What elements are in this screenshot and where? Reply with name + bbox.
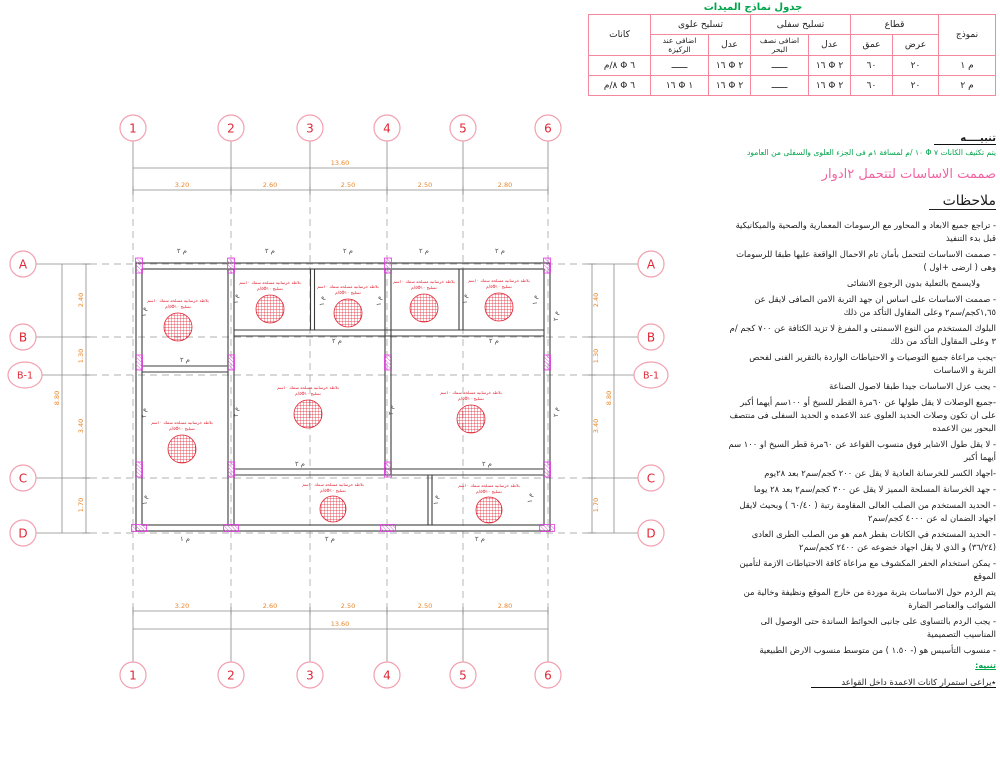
beam-mark: م ١ bbox=[375, 295, 383, 307]
cell-depth: ٦٠ bbox=[851, 76, 893, 96]
beam-schedule-table bbox=[588, 14, 996, 96]
cell-top-main: ٢ Φ ١٦ bbox=[709, 76, 751, 96]
slab-label: تسليح ٥Φ١٠/م bbox=[335, 290, 361, 295]
dim-label: 2.50 bbox=[340, 602, 356, 610]
cell-top-add: ١ Φ ١٦ bbox=[651, 76, 709, 96]
dim-label: 3.40 bbox=[77, 418, 85, 434]
column bbox=[228, 462, 235, 477]
table-row bbox=[589, 76, 996, 96]
beam-mark: م ١ bbox=[432, 494, 440, 506]
dim-label: 2.50 bbox=[417, 602, 433, 610]
beam-table-title: جدول نماذج الميدات bbox=[703, 2, 803, 13]
cell-bottom-main: ٢ Φ ١٦ bbox=[809, 56, 851, 76]
dim-total-label: 8.80 bbox=[605, 390, 613, 406]
note-item: - تراجع جميع الابعاد و المحاور مع الرسومات المعمارية والصحية والميكانيكية قبل بدء التنفيذ bbox=[735, 219, 996, 243]
cell-bottom-main: ٢ Φ ١٦ bbox=[809, 76, 851, 96]
slab-label: بلاطة خرسانية مسلحة سمك ١٠سم bbox=[458, 483, 520, 488]
axis-bubble-labels bbox=[17, 122, 659, 683]
foundation-plan bbox=[0, 100, 700, 700]
note-item: ولايسمح بالتعلية بدون الرجوع الانشائى bbox=[846, 277, 980, 288]
col-straight: عدل bbox=[809, 35, 851, 56]
note-item: - الحديد المستخدم في الكانات بقطر ٨مم هو من الصلب الطرى العادى (٣٦/٢٤) و الذي لا يقل اجهاد خضوعه عن ٢٤٠٠ كجم/سم٢ bbox=[751, 528, 996, 552]
col-depth: عمق bbox=[851, 35, 893, 56]
axis-label: C bbox=[646, 471, 656, 486]
note-item: - صممت الاساسات لتتحمل بأمان تام الاحمال الواقعة عليها طبقا للرسومات وهى ( ارضى +اول ) bbox=[736, 248, 996, 272]
col-width: عرض bbox=[893, 35, 939, 56]
beam-mark: م ٢ bbox=[264, 247, 276, 255]
column bbox=[544, 462, 551, 477]
beam-mark: م ٢ bbox=[494, 247, 506, 255]
beam-mark: م ١ bbox=[232, 293, 240, 305]
axis-label: A bbox=[18, 257, 28, 272]
cell-width: ٢٠ bbox=[893, 76, 939, 96]
col-section: قطاع bbox=[851, 15, 939, 35]
beam-mark: م ٢ bbox=[342, 247, 354, 255]
note-item: - يجب الردم بالتساوى على جانبى الحوائط الساندة حتى الوصول الى المناسيب التصميمية bbox=[760, 616, 996, 640]
dim-label: 2.50 bbox=[340, 181, 356, 189]
slab-label: بلاطة خرسانية مسلحة سمك ١٠سم bbox=[239, 280, 301, 285]
dim-label: 3.20 bbox=[174, 181, 190, 189]
axis-bubbles bbox=[8, 115, 668, 688]
dim-label: 2.60 bbox=[262, 602, 278, 610]
column bbox=[228, 355, 235, 370]
cell-stirrups: ٦ Φ ٨/م bbox=[589, 76, 651, 96]
dim-total-label: 13.60 bbox=[330, 159, 350, 167]
note-item: -اجهاد الكسر للخرسانة العادية لا يقل عن ٢٠٠ كجم/سم٢ بعد ٢٨يوم bbox=[764, 467, 996, 478]
beam-mark: م ٢ bbox=[176, 247, 188, 255]
footing-circle bbox=[485, 293, 513, 321]
note-item: - جهد الخرسانة المسلحة المميز لا يقل عن ٣٠٠ كجم/سم٢ بعد ٢٨ يوما bbox=[753, 483, 996, 494]
dim-total-label: 8.80 bbox=[53, 390, 61, 406]
column bbox=[136, 462, 143, 477]
footing-circle bbox=[168, 435, 196, 463]
cell-model: م ٢ bbox=[939, 76, 996, 96]
axis-label: B-1 bbox=[17, 370, 33, 382]
cell-bottom-add: ــــــ bbox=[751, 56, 809, 76]
slab-label: بلاطة خرسانية مسلحة سمك ١٠سم bbox=[302, 482, 364, 487]
beam-mark: م ٢ bbox=[481, 460, 493, 468]
notes-heading: ملاحظات bbox=[929, 193, 996, 210]
beam-mark: م ٢ bbox=[552, 406, 560, 418]
axis-label: A bbox=[646, 257, 656, 272]
column bbox=[540, 525, 555, 532]
cell-top-main: ٢ Φ ١٦ bbox=[709, 56, 751, 76]
note-item: -يجب مراعاة جميع التوصيات و الاحتياطات الواردة بالتقرير الفنى لفحص التربة و الاساسات bbox=[749, 351, 996, 375]
col-stirrups: كانات bbox=[589, 15, 651, 56]
beam-mark: م ٢ bbox=[140, 407, 148, 419]
footing-circle bbox=[256, 295, 284, 323]
col-add-midspan: اضافى نصف البحر bbox=[751, 35, 809, 56]
note-item: - صممت الاساسات على اساس ان جهد التربة الامن الصافى لايقل عن ١,٦٥كجم/سم٢ وعلى المقاول التأكد من ذلك bbox=[754, 293, 996, 317]
footing-circle bbox=[294, 400, 322, 428]
footing-circle bbox=[410, 294, 438, 322]
footer-warning-label: تنبيه: bbox=[975, 661, 996, 671]
axis-label: 1 bbox=[129, 668, 137, 683]
dim-total-label: 13.60 bbox=[330, 620, 350, 628]
note-item: -جميع الوصلات لا يقل طولها عن ٦٠مرة القطر للسيخ أو ١٠٠سم أيهما أكبر على ان تكون وصلات الحديد العلوى عند الاعمده و الحديد السفلى فى منتصف البحور بين الاعمده bbox=[729, 396, 996, 433]
slab-label: تسليح ٥Φ١٠/م bbox=[257, 286, 283, 291]
beam-mark: م ٢ bbox=[331, 337, 343, 345]
slab-label: تسليح ٥Φ١٠/م bbox=[295, 391, 321, 396]
warning-title: تنبيــــه bbox=[934, 133, 996, 145]
axis-label: 4 bbox=[383, 668, 391, 683]
note-item: البلوك المستخدم من النوع الاسمنتى و المفرغ لا تزيد الكثافة عن ٧٠٠ كجم /م ٣ وعلى المقاول التأكد من ذلك bbox=[729, 322, 996, 346]
beam-mark: م ١ bbox=[531, 294, 539, 306]
cell-bottom-add: ــــــ bbox=[751, 76, 809, 96]
axis-label: 2 bbox=[227, 121, 235, 136]
beam-mark: م ٢ bbox=[418, 247, 430, 255]
cell-top-add: ــــــ bbox=[651, 56, 709, 76]
slab-label: بلاطة خرسانية مسلحة سمك ١٠سم bbox=[151, 420, 213, 425]
note-item: - منسوب التأسيس هو (- ١.٥٠ ) من متوسط منسوب الارض الطبيعية bbox=[759, 645, 996, 656]
axis-label: 6 bbox=[544, 121, 552, 136]
footing-circle bbox=[164, 313, 192, 341]
plan-grid bbox=[90, 195, 584, 607]
column bbox=[544, 258, 551, 273]
column bbox=[136, 258, 143, 273]
axis-label: B bbox=[18, 330, 28, 345]
axis-label: 5 bbox=[459, 121, 467, 136]
col-bottom-reinf: تسليح سفلى bbox=[751, 15, 851, 35]
footing-circle bbox=[320, 496, 346, 522]
slab-label: بلاطة خرسانية مسلحة سمك ١٠سم bbox=[277, 385, 339, 390]
slab-label: تسليح ٥Φ١٠/م bbox=[476, 489, 502, 494]
dim-label: 1.70 bbox=[77, 497, 85, 513]
slab-label: تسليح ٥Φ١٠/م bbox=[486, 284, 512, 289]
design-capacity-heading: صممت الاساسات لتتحمل ٢ادوار bbox=[821, 166, 996, 182]
note-item: - لا يقل طول الاشاير فوق منسوب القواعد عن ٦٠مرة قطر السيخ او ١٠٠ سم أيهما أكبر bbox=[728, 438, 996, 462]
column bbox=[136, 355, 143, 370]
dim-label: 1.70 bbox=[592, 497, 600, 513]
cell-model: م ١ bbox=[939, 56, 996, 76]
axis-label: 4 bbox=[383, 121, 391, 136]
beam-mark: م ٢ bbox=[488, 337, 500, 345]
beam-mark: م ٢ bbox=[294, 460, 306, 468]
axis-label: B bbox=[646, 330, 656, 345]
column bbox=[228, 258, 235, 273]
slab-label: بلاطة خرسانية مسلحة سمك ١٠سم bbox=[468, 278, 530, 283]
beam-mark: م ٢ bbox=[552, 310, 560, 322]
dimension-labels bbox=[53, 159, 613, 628]
column bbox=[224, 525, 239, 532]
axis-label: 3 bbox=[306, 121, 314, 136]
axis-label: 3 bbox=[306, 668, 314, 683]
column bbox=[132, 525, 147, 532]
slab-label: بلاطة خرسانية مسلحة سمك ١٠سم bbox=[393, 279, 455, 284]
dim-label: 2.60 bbox=[262, 181, 278, 189]
footing-circle bbox=[334, 299, 362, 327]
slab-label: تسليح ٥Φ١٠/م bbox=[320, 488, 346, 493]
col-straight2: عدل bbox=[709, 35, 751, 56]
axis-label: C bbox=[18, 471, 28, 486]
dim-label: 3.20 bbox=[174, 602, 190, 610]
beam-mark: م ١ bbox=[141, 494, 149, 506]
axis-label: 1 bbox=[129, 121, 137, 136]
dim-label: 2.40 bbox=[77, 292, 85, 308]
beam-mark: م ٢ bbox=[474, 535, 486, 543]
axis-label: 5 bbox=[459, 668, 467, 683]
col-top-reinf: تسليح علوى bbox=[651, 15, 751, 35]
beam-mark: م ١ bbox=[461, 293, 469, 305]
col-add-support: اضافى عند الركيزة bbox=[651, 35, 709, 56]
stirrup-densify-note: يتم تكثيف الكانات ٧ Φ ١٠ /م لمسافة ١م فى الجزء العلوى والسفلى من العامود bbox=[746, 148, 996, 157]
axis-label: D bbox=[646, 526, 656, 541]
slab-label: بلاطة خرسانية مسلحة سمك ١٠سم bbox=[147, 298, 209, 303]
column bbox=[385, 258, 392, 273]
dim-label: 3.40 bbox=[592, 418, 600, 434]
dim-label: 1.30 bbox=[77, 348, 85, 364]
cell-stirrups: ٦ Φ ٨/م bbox=[589, 56, 651, 76]
axis-label: 6 bbox=[544, 668, 552, 683]
beam-mark: م ١ bbox=[179, 535, 191, 543]
column bbox=[385, 462, 392, 477]
slab-label: تسليح ٥Φ١٠/م bbox=[165, 304, 191, 309]
beam-mark: م ١ bbox=[140, 306, 148, 318]
beam-mark: م ٢ bbox=[387, 404, 395, 416]
grid-vertical-lines bbox=[133, 195, 548, 607]
slab-label: تسليح ٥Φ١٠/م bbox=[458, 396, 484, 401]
footing-circle bbox=[476, 497, 502, 523]
dim-label: 1.30 bbox=[592, 348, 600, 364]
dim-label: 2.80 bbox=[497, 181, 513, 189]
slab-label: بلاطة خرسانية مسلحة سمك ١٠سم bbox=[440, 390, 502, 395]
dim-label: 2.40 bbox=[592, 292, 600, 308]
note-item: يتم الردم حول الاساسات بتربة موردة من خارج الموقع ونظيفة وخالية من الشوائب والعناصر الضارة bbox=[743, 587, 996, 611]
footing-circle bbox=[457, 405, 485, 433]
dim-label: 2.50 bbox=[417, 181, 433, 189]
axis-label: D bbox=[18, 526, 28, 541]
note-item: - يجب عزل الاساسات جيدا طبقا لاصول الصناعة bbox=[829, 380, 996, 391]
dim-label: 2.80 bbox=[497, 602, 513, 610]
column bbox=[544, 355, 551, 370]
beam-mark: م ٢ bbox=[232, 406, 240, 418]
slab-label: بلاطة خرسانية مسلحة سمك ١٠سم bbox=[317, 284, 379, 289]
cell-depth: ٦٠ bbox=[851, 56, 893, 76]
column bbox=[385, 355, 392, 370]
footer-warning-text: ٭يراعى استمرار كانات الاعمدة داخل القواعد bbox=[811, 677, 996, 688]
notes-panel bbox=[728, 126, 996, 689]
slab-label: تسليح ٥Φ١٠/م bbox=[411, 285, 437, 290]
column bbox=[381, 525, 396, 532]
note-item: - يمكن استخدام الحفر المكشوف مع مراعاة كافة الاحتياطات الازمة لتأمين الموقع bbox=[739, 557, 996, 581]
note-item: - الحديد المستخدم من الصلب العالى المقاومة رتبة ( ٦٠/٤٠ ) وبحيث لايقل اجهاد الضمان له عن ٤٠٠٠ كجم/سم٢ bbox=[739, 499, 996, 523]
cell-width: ٢٠ bbox=[893, 56, 939, 76]
table-row bbox=[589, 56, 996, 76]
beam-mark: م ٢ bbox=[179, 356, 191, 364]
beam-mark: م ٢ bbox=[324, 535, 336, 543]
axis-label: B-1 bbox=[643, 370, 659, 382]
col-model: نموذج bbox=[939, 15, 996, 56]
axis-label: 2 bbox=[227, 668, 235, 683]
beam-mark: م ١ bbox=[526, 492, 534, 504]
slab-label: تسليح ٥Φ١٠/م bbox=[169, 426, 195, 431]
beam-mark: م ١ bbox=[318, 295, 326, 307]
